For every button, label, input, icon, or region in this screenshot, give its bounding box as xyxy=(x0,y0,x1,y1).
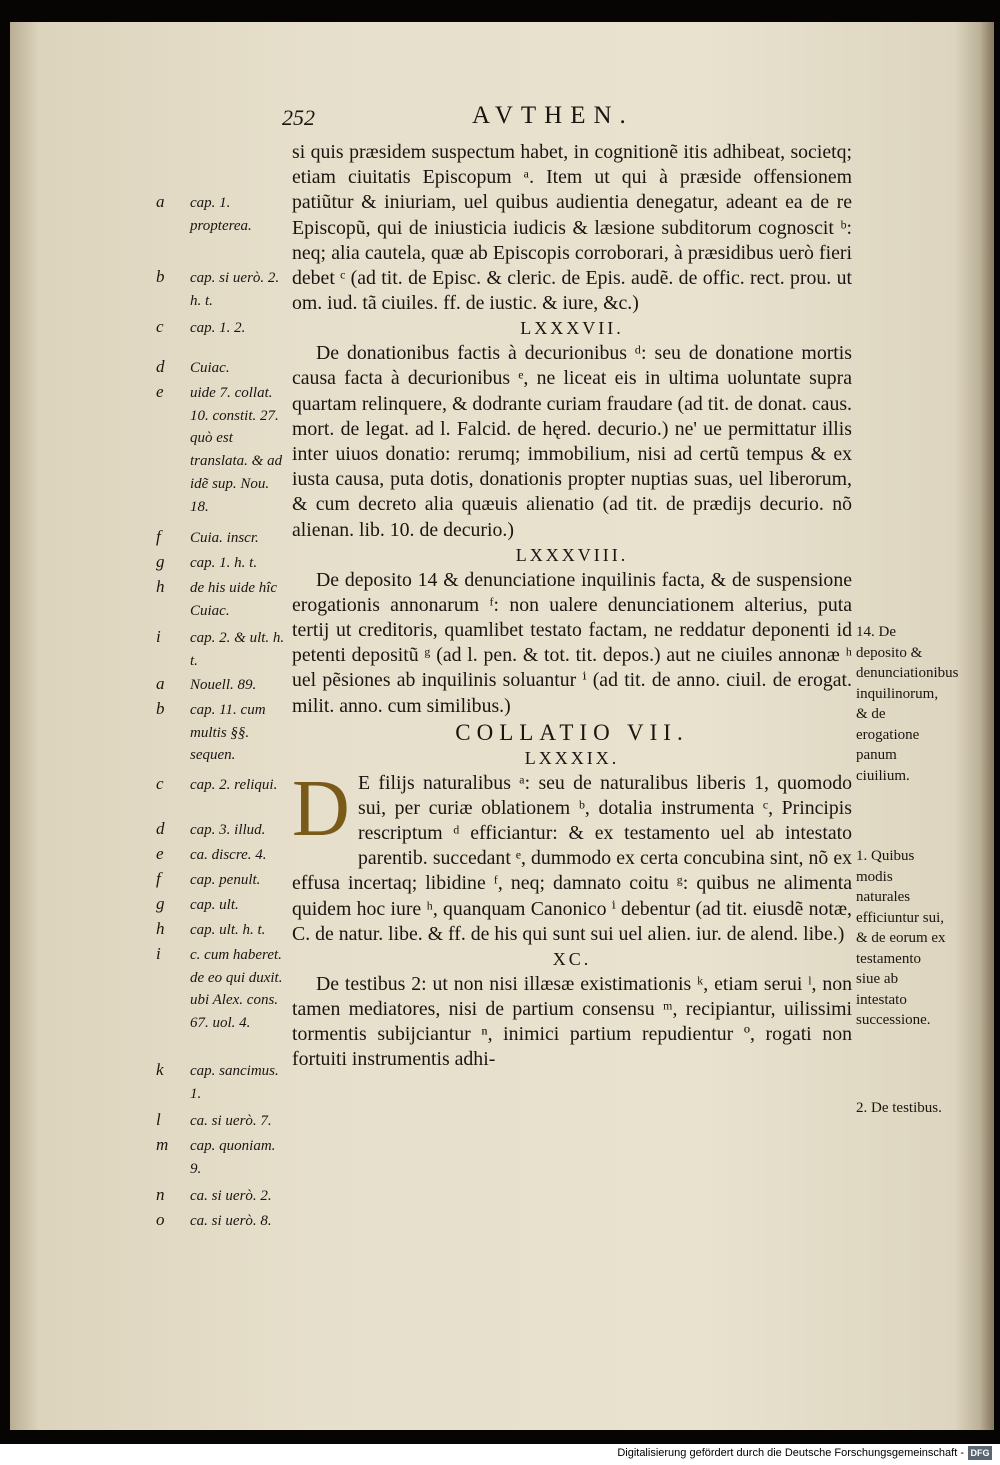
note-text: c. cum haberet. de eo qui duxit. ubi Alex. cons. 67. uol. 4. xyxy=(190,947,283,1032)
page-number: 252 xyxy=(282,105,315,130)
right-margin-note: 1. Quibus modis naturales efficiuntur sui, & de eorum ex testamento siue ab intestato successione. xyxy=(856,848,946,1028)
section-heading: XC. xyxy=(552,949,592,970)
note-letter: g xyxy=(156,894,165,913)
note-text: Cuiac. xyxy=(190,360,230,376)
section-heading: LXXXVII. xyxy=(520,318,624,339)
note-text: cap. 3. illud. xyxy=(190,822,266,838)
note-text: ca. si uerò. 8. xyxy=(190,1213,272,1229)
note-text: cap. penult. xyxy=(190,872,261,888)
book-page xyxy=(10,22,994,1430)
note-text: uide 7. collat. 10. constit. 27. quò est translata. & ad idẽ sup. Nou. 18. xyxy=(190,385,283,515)
main-text xyxy=(292,140,852,1073)
note-letter: g xyxy=(156,552,165,571)
note-text: cap. ult. xyxy=(190,897,239,913)
note-text: cap. sancimus. 1. xyxy=(190,1063,279,1102)
running-title: AVTHEN. xyxy=(472,102,634,129)
paragraph-with-dropcap xyxy=(292,764,852,947)
note-text: cap. 1. 2. xyxy=(190,320,246,336)
note-text: cap. 2. & ult. h. t. xyxy=(190,630,285,669)
note-letter: i xyxy=(156,627,161,646)
paragraph-text: E filijs naturalibus ᵃ: seu de naturalibus liberis 1, quomodo sui, per curiæ oblationem ᵇ, dotalia instrumenta ᶜ, Principis rescriptum ᵈ efficiantur: & ex testamento uel ab intestato parentib. succedant ᵉ, dummodo ex certa concubina sint, nõ ex effusa incertaq; libidine ᶠ, neq; damnato coitu ᵍ: quibus ne alimenta quidem hoc iure ʰ, quanquam Canonico ⁱ debentur (ad tit. eiusdẽ notæ, C. de natur. libe. & ff. de his qui sunt sui uel alien. iur. de alend. libe.) xyxy=(292,771,852,945)
note-text: cap. quoniam. 9. xyxy=(190,1138,276,1177)
note-text: ca. discre. 4. xyxy=(190,847,267,863)
note-letter: c xyxy=(156,774,164,793)
note-text: de his uide hîc Cuiac. xyxy=(190,580,278,619)
note-letter: e xyxy=(156,382,164,401)
note-letter: f xyxy=(156,869,161,888)
note-text: ca. si uerò. 2. xyxy=(190,1188,272,1204)
note-text: cap. 1. propterea. xyxy=(190,195,252,234)
note-letter: k xyxy=(156,1060,164,1079)
note-text: cap. 1. h. t. xyxy=(190,555,258,571)
note-text: ca. si uerò. 7. xyxy=(190,1113,272,1129)
paragraph: De donationibus factis à decurionibus ᵈ: seu de donatione mortis causa facta à decurionibus ᵉ, ne liceat eis in ultima uoluntate supra quartam relinquere, & dodrante curiam fraudare (ad tit. de donat. caus. mort. de legat. ad l. Falcid. de hęred. decurio.) ne' ue permittatur illis inter uiuos donatio: rerumq; immobilium, nisi ad certũ tempus & ex iusta causa, puta dotis, donationis propter nuptias suas, uel liberorum, & cum decreto alia quæuis alienatio (ad tit. de prædijs decurio. nõ alienan. lib. 10. de decurio.) xyxy=(292,342,852,541)
note-letter: o xyxy=(156,1210,165,1229)
note-letter: l xyxy=(156,1110,161,1129)
note-letter: b xyxy=(156,267,165,286)
section-heading: LXXXIX. xyxy=(524,747,620,768)
note-letter: e xyxy=(156,844,164,863)
note-letter: i xyxy=(156,944,161,963)
dfg-logo: DFG xyxy=(968,1446,992,1460)
paragraph: De testibus 2: ut non nisi illæsæ existimationis ᵏ, etiam serui ˡ, non tamen mediatores, nisi de partium consensu ᵐ, recipiantur, uilissimi tormentis subijciantur ⁿ, inimici partium repudientur º, rogati non fortuiti instrumentis adhi- xyxy=(292,972,852,1071)
note-letter: n xyxy=(156,1185,165,1204)
note-letter: f xyxy=(156,527,161,546)
collatio-heading: COLLATIO VII. xyxy=(455,719,689,745)
paragraph: De deposito 14 & denunciatione inquilinis facta, & de suspensione erogationis annonarum ᶠ: non ualere denunciationem alterius, puta tertij ut creditoris, quamlibet testato factam, ne reddatur deponenti id petenti depositũ ᵍ (ad l. pen. & tot. tit. depos.) aut ne ciuiles annonæ ʰ uel pẽsiones ab inquilinis soluantur ⁱ (ad tit. de anno. ciuil. de erogat. milit. anno. cum similibus.) xyxy=(292,568,852,717)
note-letter: a xyxy=(156,674,165,693)
page-edge-shadow xyxy=(980,22,994,1430)
note-letter: a xyxy=(156,192,165,211)
note-letter: m xyxy=(156,1135,169,1154)
footer-credit: Digitalisierung gefördert durch die Deutsche Forschungsgemeinschaft - xyxy=(617,1447,964,1459)
section-heading: LXXXVIII. xyxy=(515,544,629,565)
note-letter: d xyxy=(156,819,165,838)
paragraph: si quis præsidem suspectum habet, in cognitionẽ itis adhibeat, societq; etiam ciuitatis Episcopum ᵃ. Item ut qui à præside offensionem patiũtur & iniuriam, uel quibus audientia denegatur, adeant ea de re Episcopũ, qui de iniusticia iudicis & læsione subditorum cognoscit ᵇ: neq; alia cautela, quæ ab Episcopis corroborari, à præsidibus uerò fieri debet ᶜ (ad tit. de Episc. & cleric. de Epis. audẽ. de offic. rect. prou. ut om. iud. tã ciuiles. ff. de iustic. & iure, &c.) xyxy=(292,141,852,315)
note-letter: h xyxy=(156,919,165,938)
note-text: cap. ult. h. t. xyxy=(190,922,266,938)
note-letter: c xyxy=(156,317,164,336)
note-text: cap. 2. reliqui. xyxy=(190,777,278,793)
note-letter: h xyxy=(156,577,165,596)
right-margin-note: 2. De testibus. xyxy=(856,1100,942,1116)
right-margin-note: 14. De deposito & denunciationibus inquilinorum, & de erogatione panum ciuilium. xyxy=(856,624,959,784)
note-text: Nouell. 89. xyxy=(190,677,257,693)
note-text: cap. si uerò. 2. h. t. xyxy=(190,270,280,309)
note-text: Cuia. inscr. xyxy=(190,530,259,546)
note-letter: b xyxy=(156,699,165,718)
note-letter: d xyxy=(156,357,165,376)
note-text: cap. 11. cum multis §§. sequen. xyxy=(190,702,266,764)
dropcap: D xyxy=(292,764,350,853)
